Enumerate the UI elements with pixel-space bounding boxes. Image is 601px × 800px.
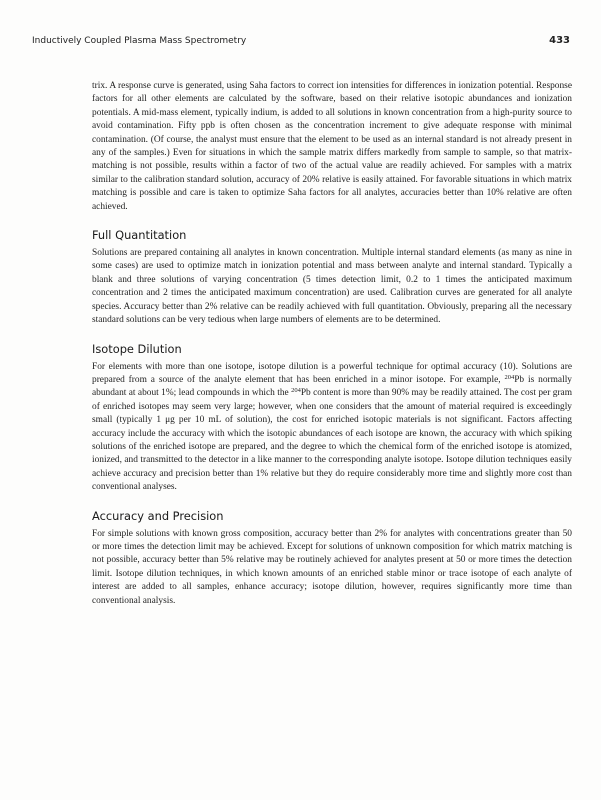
running-head-title: Inductively Coupled Plasma Mass Spectrometry bbox=[32, 36, 247, 46]
heading-accuracy-precision: Accuracy and Precision bbox=[92, 508, 224, 523]
element-symbol: Pb bbox=[514, 374, 525, 385]
heading-full-quantitation: Full Quantitation bbox=[92, 228, 187, 243]
isotope-superscript-2: 204 bbox=[291, 387, 301, 395]
isotope-dilution-text-a: For elements with more than one isotope, isotope dilution is a powerful technique for optimal accuracy (10). Solutions are prepared from a source of the analyte element that has been enriched in a minor isotope. For example, bbox=[92, 361, 572, 385]
isotope-superscript: 204 bbox=[504, 373, 515, 381]
intro-paragraph: trix. A response curve is generated, using Saha factors to correct ion intensities for differences in ionization potential. Response factors for all other elements are calculated by the software, based on their relative isotopic abundances and ionization potentials. A mid-mass element, typically indium, is added to all solutions in known concentration from a high-purity source to avoid contamination. Fifty ppb is often chosen as the concentration increment to give adequate response with minimal contamination. (Of course, the analyst must ensure that the element to be used as an internal standard is not already present in any of the samples.) Even for situations in which the sample matrix differs markedly from sample to sample, so that matrix-matching is not possible, results within a factor of two of the actual value are readily achieved. For samples with a matrix similar to the calibration standard solution, accuracy of 20% relative is easily attained. For favorable situations in which matrix matching is possible and care is taken to optimize Saha factors for all analytes, accuracies better than 10% relative are often achieved. bbox=[92, 81, 572, 212]
body-text bbox=[92, 80, 572, 608]
isotope-dilution-text-c: content is more than 90% may be readily attained. The cost per gram of enriched isotopes may seem very large; however, when one considers that the amount of material required is exceedingly small (typically 1 μg per 10 mL of solution), the cost for enriched isotopic materials is not significant. Factors affecting accuracy include the accuracy with which the isotopic abundances of each isotope are known, the accuracy with which spiking solutions of the enriched isotope are prepared, and the degree to which the chemical form of the enriched isotope is atomized, ionized, and transmitted to the detector in a like manner to the corresponding analyte isotope. Isotope dilution techniques easily achieve accuracy and precision better than 1% relative but they do require considerably more time and slightly more cost than conventional analyses. bbox=[92, 388, 572, 493]
accuracy-precision-paragraph: For simple solutions with known gross composition, accuracy better than 2% for analytes with concentrations greater than 50 or more times the detection limit may be achieved. Except for solutions of unknown composition for which matrix matching is not possible, accuracy better than 5% relative may be routinely achieved for analytes present at 50 or more times the detection limit. Isotope dilution techniques, in which known amounts of an enriched stable minor or trace isotope of each analyte of interest are added to all samples, enhance accuracy; isotope dilution, however, requires significantly more time than conventional analysis. bbox=[92, 528, 572, 606]
running-head bbox=[32, 36, 570, 50]
isotope-dilution-text-b: is normally abundant at about 1%; lead compounds in which the bbox=[92, 374, 572, 399]
full-quantitation-paragraph: Solutions are prepared containing all analytes in known concentration. Multiple internal standard elements (as many as nine in some cases) are used to optimize match in ionization potential and mass between analyte and internal standard. Typically a blank and three solutions of varying concentration (5 times detection limit, 0.2 to 1 times the anticipated maximum concentration and 2 times the anticipated maximum concentration) are used. Calibration curves are generated for all analyte species. Accuracy better than 2% relative can be readily achieved with full quantitation. Obviously, preparing all the necessary standard solutions can be very tedious when large numbers of elements are to be determined. bbox=[92, 248, 572, 326]
heading-isotope-dilution: Isotope Dilution bbox=[92, 341, 182, 356]
page-number: 433 bbox=[549, 35, 570, 46]
isotope-dilution-paragraph bbox=[92, 361, 572, 495]
element-symbol-2: Pb bbox=[300, 388, 311, 399]
